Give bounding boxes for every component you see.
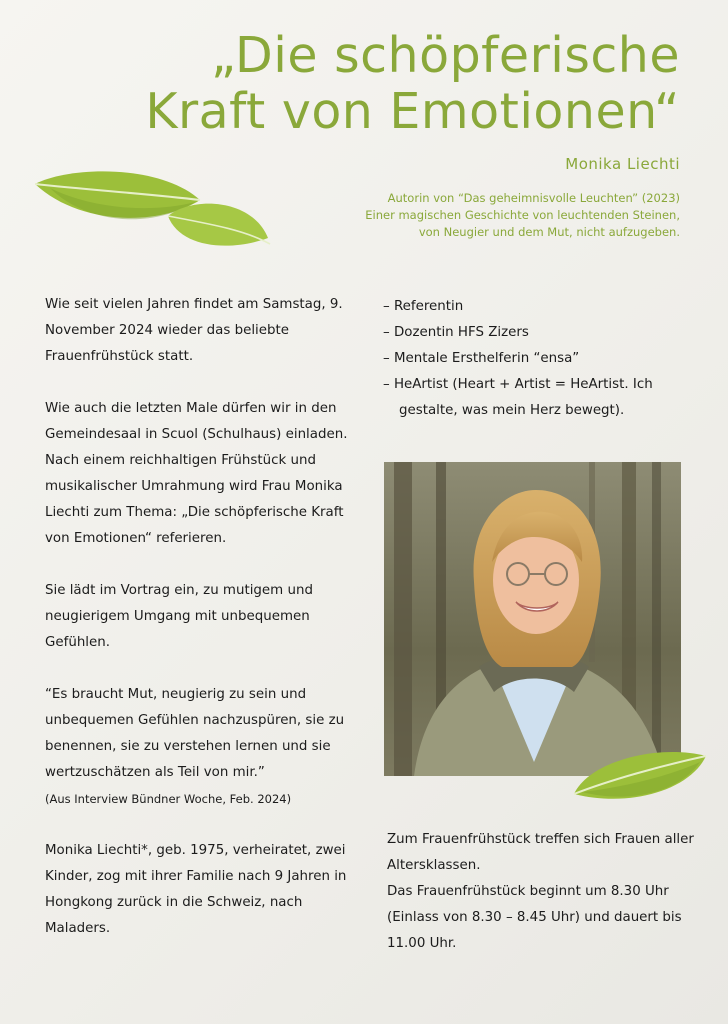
- portrait-photo: [384, 462, 681, 776]
- title-line-1: „Die schöpferische: [210, 27, 680, 84]
- roles-list: [383, 294, 703, 424]
- talk-paragraph: Sie lädt im Vortrag ein, zu mutigem und neugierigem Umgang mit unbequemen Gefühlen.: [45, 583, 313, 650]
- author-info-line: Einer magischen Geschichte von leuchtenden Steinen,: [365, 208, 680, 222]
- role-item: – Dozentin HFS Zizers: [383, 320, 703, 346]
- author-info-line: Autorin von “Das geheimnisvolle Leuchten” (2023): [387, 191, 680, 205]
- author-description: [365, 190, 680, 241]
- venue-paragraph: Wie auch die letzten Male dürfen wir in den Gemeindesaal in Scuol (Schulhaus) einladen. Nach einem reichhaltigen Frühstück und musikalischer Umrahmung wird Frau Monika Liechti zum Thema: „Die schöpferische Kraft von Emotionen“ referieren.: [45, 401, 348, 546]
- author-info-line: von Neugier und dem Mut, nicht aufzugeben.: [418, 225, 680, 239]
- event-title: [145, 28, 680, 140]
- event-info: [387, 827, 702, 957]
- main-text-column: [45, 292, 355, 968]
- intro-paragraph: Wie seit vielen Jahren findet am Samstag, 9. November 2024 wieder das beliebte Frauenfrühstück statt.: [45, 297, 343, 364]
- schedule-text: Das Frauenfrühstück beginnt um 8.30 Uhr (Einlass von 8.30 – 8.45 Uhr) und dauert bis 11.00 Uhr.: [387, 884, 682, 951]
- quote-paragraph: “Es braucht Mut, neugierig zu sein und unbequemen Gefühlen nachzuspüren, sie zu benennen, sie zu verstehen lernen und sie wertzuschätzen als Teil von mir.”: [45, 687, 345, 780]
- quote-source: (Aus Interview Bündner Woche, Feb. 2024): [45, 792, 292, 806]
- role-item: – HeArtist (Heart + Artist = HeArtist. Ich gestalte, was mein Herz bewegt).: [383, 372, 703, 424]
- role-item: – Mentale Ersthelferin “ensa”: [383, 346, 703, 372]
- leaf-decoration-icon: [30, 168, 275, 253]
- bio-paragraph: Monika Liechti*, geb. 1975, verheiratet, zwei Kinder, zog mit ihrer Familie nach 9 Jahren in Hongkong zurück in die Schweiz, nach Maladers.: [45, 843, 347, 936]
- audience-text: Zum Frauenfrühstück treffen sich Frauen aller Altersklassen.: [387, 832, 694, 873]
- leaf-decoration-icon: [570, 742, 710, 804]
- title-line-2: Kraft von Emotionen“: [145, 83, 680, 140]
- role-item: – Referentin: [383, 294, 703, 320]
- author-name: Monika Liechti: [565, 155, 680, 173]
